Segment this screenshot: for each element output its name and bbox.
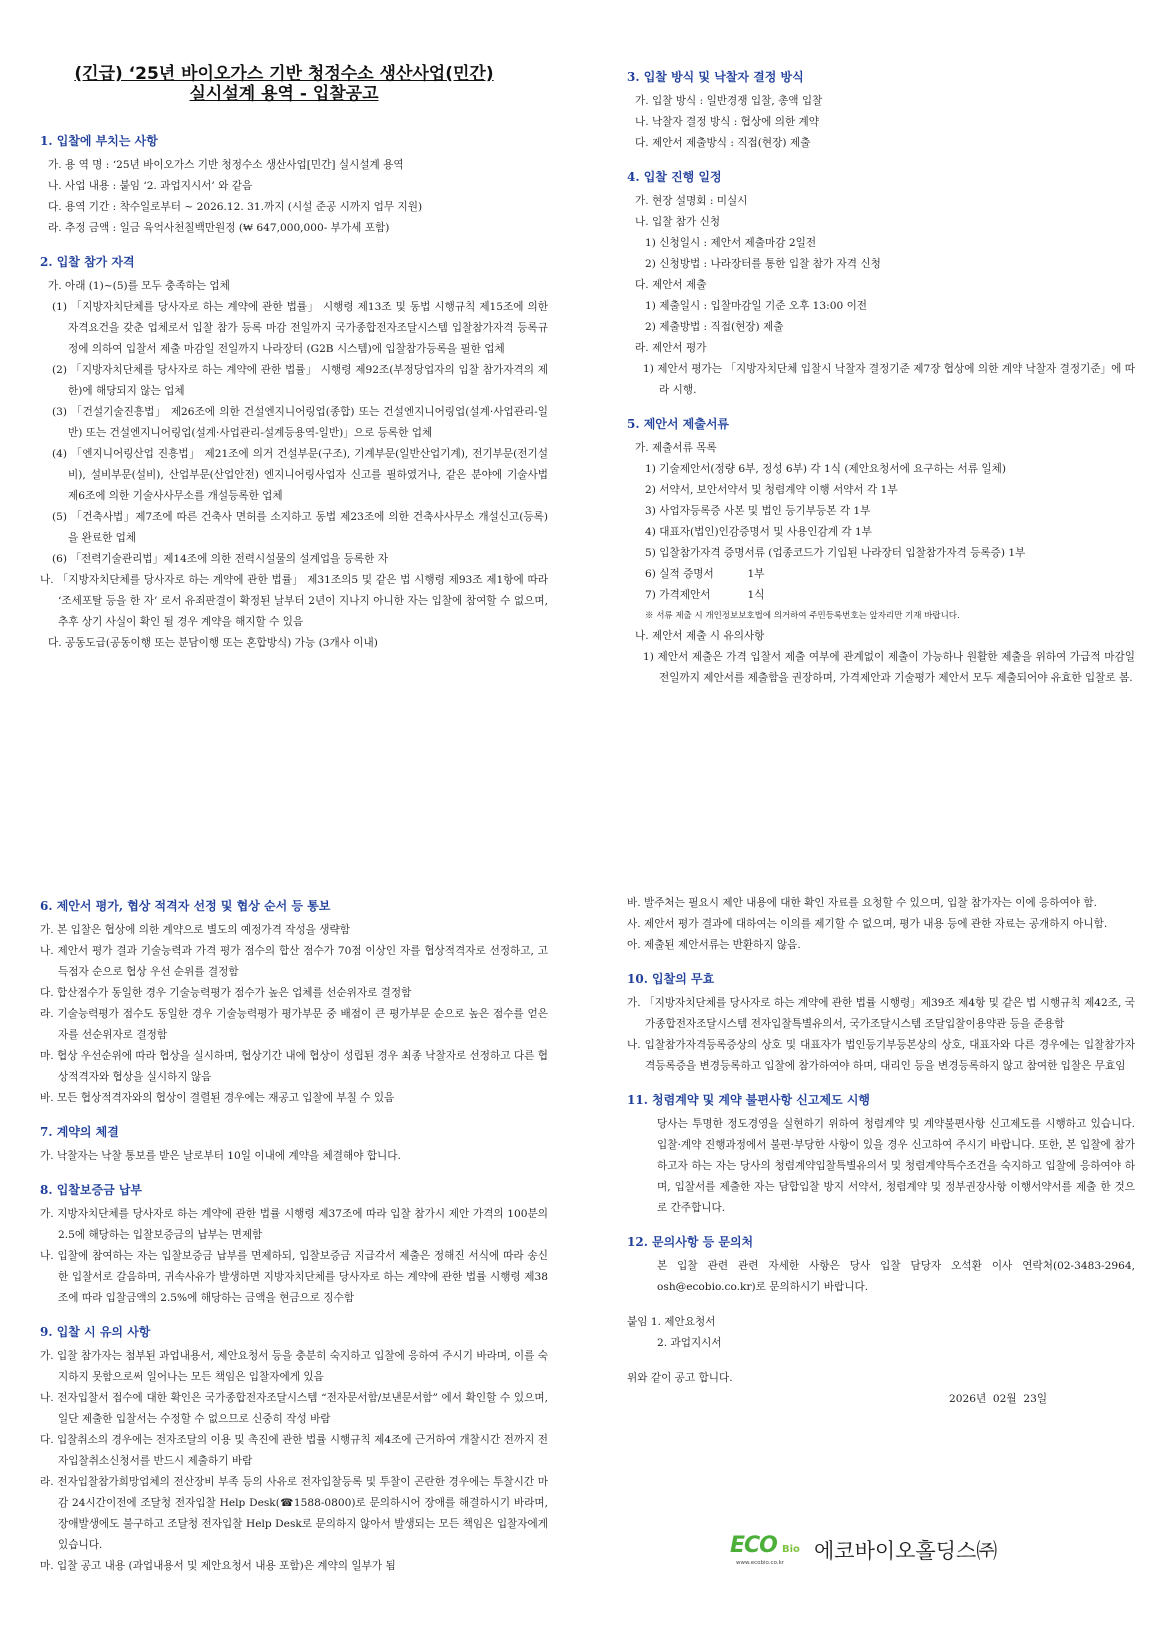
section-3-heading: 3. 입찰 방식 및 낙찰자 결정 방식 bbox=[627, 70, 804, 84]
s9-item: 아. 제출된 제안서류는 반환하지 않음. bbox=[627, 939, 801, 951]
s1-item: 라. 추정 금액 : 일금 육억사천칠백만원정 (₩ 647,000,000- 부가세 포함) bbox=[48, 222, 390, 234]
top-right-column bbox=[627, 68, 1135, 689]
company-name: 에코바이오홀딩스㈜ bbox=[814, 1539, 998, 1563]
s9-item: 가. 입찰 참가자는 첨부된 과업내용서, 제안요청서 등을 충분히 숙지하고 입찰에 응하여 주시기 바라며, 이를 숙지하지 못함으로써 일어나는 모든 책임은 입찰자에게 있음 bbox=[40, 1350, 548, 1383]
s5-item: 5) 입찰참가자격 증명서류 (업종코드가 기입된 나라장터 입찰참가자격 등록증) 1부 bbox=[645, 547, 1026, 559]
logo-mark-sub: Bio bbox=[781, 1544, 800, 1555]
section-4-heading: 4. 입찰 진행 일정 bbox=[627, 170, 722, 184]
section-12-heading: 12. 문의사항 등 문의처 bbox=[627, 1235, 754, 1249]
section-7-heading: 7. 계약의 체결 bbox=[40, 1125, 119, 1139]
s4-ra: 라. 제안서 평가 bbox=[635, 342, 707, 354]
s11-body: 당사는 투명한 정도경영을 실현하기 위하여 청렴계약 및 계약불편사항 신고제도를 시행하고 있습니다. 입찰·계약 진행과정에서 불편·부당한 사항이 있을 경우 신고하여 주시기 바랍니다. 또한, 본 입찰에 참가하고자 하는 자는 당사의 청렴계약입찰특별유의서 및 청렴계약특수조건을 숙지하고 입찰에 응하여야 하며, 입찰서를 제출한 자는 담합입찰 방지 서약서, 청렴계약 및 정부권장사항 이행서약서를 제출 한 것으로 간주합니다. bbox=[657, 1118, 1135, 1214]
bottom-left-column bbox=[40, 897, 548, 1577]
s6-item: 나. 제안서 평가 결과 기술능력과 가격 평가 점수의 합산 점수가 70점 이상인 자를 협상적격자로 선정하고, 고득점자 순으로 협상 우선 순위를 결정함 bbox=[40, 945, 548, 978]
s2-item: (6) 「전력기술관리법」제14조에 의한 전력시설물의 설계업을 등록한 자 bbox=[52, 553, 388, 565]
s8-item: 가. 지방자치단체를 당사자로 하는 계약에 관한 법률 시행령 제37조에 따라 입찰 참가시 제안 가격의 100분의 2.5에 해당하는 입찰보증금의 납부는 면제함 bbox=[40, 1208, 548, 1241]
top-left-column bbox=[40, 132, 548, 654]
s3-item: 나. 낙찰자 결정 방식 : 협상에 의한 계약 bbox=[635, 116, 820, 128]
s6-item: 가. 본 입찰은 협상에 의한 계약으로 별도의 예정가격 작성을 생략함 bbox=[40, 924, 350, 936]
s2-item: (4) 「엔지니어링산업 진흥법」 제21조에 의거 건설부문(구조), 기계부문(일반산업기계), 전기부문(전기설비), 설비부문(설비), 산업부문(산업안전) 엔지니어링사업자 신고를 필하였거나, 같은 분야에 기술사법 제6조에 의한 기술사사무소를 개설등록한 업체 bbox=[52, 448, 548, 502]
logo-mark-text: ECO bbox=[730, 1533, 777, 1558]
s4-ra-1: 1) 제안서 평가는 「지방자치단체 입찰시 낙찰자 결정기준 제7장 협상에 의한 계약 낙찰자 결정기준」에 따라 시행. bbox=[643, 363, 1135, 396]
s1-item: 가. 용 역 명 : ‘25년 바이오가스 기반 청정수소 생산사업[민간] 실시설계 용역 bbox=[48, 159, 404, 171]
s5-item: 7) 가격제안서 1식 bbox=[645, 589, 765, 601]
issue-date: 2026년 02월 23일 bbox=[949, 1393, 1048, 1405]
s9-item: 나. 전자입찰서 접수에 대한 확인은 국가종합전자조달시스템 “전자문서함/보낸문서함” 에서 확인할 수 있으며, 일단 제출한 입찰서는 수정할 수 없으므로 신중히 작성 바람 bbox=[40, 1392, 548, 1425]
s9-item: 라. 전자입찰참가희망업체의 전산장비 부족 등의 사유로 전자입찰등록 및 투찰이 곤란한 경우에는 투찰시간 마감 24시간이전에 조달청 전자입찰 Help Desk(☎1588-0800)로 문의하시어 장애를 해결하시기 바라며, 장애발생에도 불구하고 조달청 전자입찰 Help Desk로 문의하지 않아서 발생되는 모든 책임은 입찰자에게 있습니다. bbox=[40, 1476, 548, 1551]
s5-ga: 가. 제출서류 목록 bbox=[635, 442, 717, 454]
s4-da: 다. 제안서 제출 bbox=[635, 279, 707, 291]
s10-item: 가. 「지방자치단체를 당사자로 하는 계약에 관한 법률 시행령」제39조 제4항 및 같은 법 시행규칙 제42조, 국가종합전자조달시스템 전자입찰특별유의서, 국가조달시스템 조달입찰이용약관 등을 준용함 bbox=[627, 997, 1135, 1030]
s2-na: 나. 「지방자치단체를 당사자로 하는 계약에 관한 법률」 제31조의5 및 같은 법 시행령 제93조 제1항에 따라 ‘조세포탈 등을 한 자’ 로서 유죄판결이 확정된 날부터 2년이 지나지 아니한 자는 입찰에 참여할 수 없으며, 추후 상기 사실이 확인 될 경우 계약을 해지할 수 있음 bbox=[40, 574, 548, 628]
section-9-heading: 9. 입찰 시 유의 사항 bbox=[40, 1325, 151, 1339]
title-line-2: 실시설계 용역 - 입찰공고 bbox=[189, 84, 379, 104]
s5-item: 3) 사업자등록증 사본 및 법인 등기부등본 각 1부 bbox=[645, 505, 871, 517]
title-line-1: (긴급) ‘25년 바이오가스 기반 청정수소 생산사업(민간) bbox=[74, 64, 494, 84]
s2-item: (1) 「지방자치단체를 당사자로 하는 계약에 관한 법률」 시행령 제13조 및 동법 시행규칙 제15조에 의한 자격요건을 갖춘 업체로서 입찰 참가 등록 마감 전일까지 국가종합전자조달시스템 입찰참가자격 등록규정에 의하여 입찰서 제출 마감일 전일까지 나라장터 (G2B 시스템)에 입찰참가등록을 필한 업체 bbox=[52, 301, 548, 355]
s3-item: 가. 입찰 방식 : 일반경쟁 입찰, 총액 입찰 bbox=[635, 95, 823, 107]
s9-item: 바. 발주처는 필요시 제안 내용에 대한 확인 자료를 요청할 수 있으며, 입찰 참가자는 이에 응하여야 함. bbox=[627, 897, 1097, 909]
s9-item: 사. 제안서 평가 결과에 대하여는 이의를 제기할 수 없으며, 평가 내용 등에 관한 자료는 공개하지 아니함. bbox=[627, 918, 1108, 930]
section-5-heading: 5. 제안서 제출서류 bbox=[627, 417, 730, 431]
s2-item: (5) 「건축사법」제7조에 따른 건축사 면허를 소지하고 동법 제23조에 의한 건축사사무소 개설신고(등록)을 완료한 업체 bbox=[52, 511, 548, 544]
s4-ga: 가. 현장 설명회 : 미실시 bbox=[635, 195, 748, 207]
s12-body: 본 입찰 관련 관련 자세한 사항은 당사 입찰 담당자 오석환 이사 연락처(02-3483-2964, osh@ecobio.co.kr)로 문의하시기 바랍니다. bbox=[657, 1260, 1135, 1293]
attachment-line-1: 붙임 1. 제안요청서 bbox=[627, 1316, 716, 1328]
section-8-heading: 8. 입찰보증금 납부 bbox=[40, 1183, 143, 1197]
s9-item: 마. 입찰 공고 내용 (과업내용서 및 제안요청서 내용 포함)은 계약의 일부가 됨 bbox=[40, 1560, 396, 1572]
s6-item: 다. 합산점수가 동일한 경우 기술능력평가 점수가 높은 업체를 선순위자로 결정함 bbox=[40, 987, 412, 999]
section-10-heading: 10. 입찰의 무효 bbox=[627, 972, 715, 986]
document-title bbox=[30, 64, 538, 104]
company-logo bbox=[730, 1533, 997, 1567]
s5-item: 1) 기술제안서(정량 6부, 정성 6부) 각 1식 (제안요청서에 요구하는 서류 일체) bbox=[645, 463, 1006, 475]
s4-da-2: 2) 제출방법 : 직접(현장) 제출 bbox=[645, 321, 784, 333]
s5-na: 나. 제안서 제출 시 유의사항 bbox=[635, 630, 765, 642]
s2-item: (3) 「건설기술진흥법」 제26조에 의한 건설엔지니어링업(종합) 또는 건설엔지니어링업(설계·사업관리-일반) 또는 건설엔지니어링업(설계·사업관리-설계등용역-일반)」으로 등록한 업체 bbox=[52, 406, 548, 439]
s8-item: 나. 입찰에 참여하는 자는 입찰보증금 납부를 면제하되, 입찰보증금 지급각서 제출은 정해진 서식에 따라 송신한 입찰서로 갈음하며, 귀속사유가 발생하면 지방자치단체를 당사자로 하는 계약에 관한 법률 시행령 제38조에 따라 입찰금액의 2.5%에 해당하는 금액을 현금으로 징수함 bbox=[40, 1250, 548, 1304]
s6-item: 바. 모든 협상적격자와의 협상이 결렬된 경우에는 재공고 입찰에 부칠 수 있음 bbox=[40, 1092, 395, 1104]
s5-item: 6) 실적 증명서 1부 bbox=[645, 568, 765, 580]
section-1-heading: 1. 입찰에 부치는 사항 bbox=[40, 134, 158, 148]
section-6-heading: 6. 제안서 평가, 협상 적격자 선정 및 협상 순서 등 통보 bbox=[40, 899, 331, 913]
s2-da: 다. 공동도급(공동이행 또는 분담이행 또는 혼합방식) 가능 (3개사 이내) bbox=[48, 637, 378, 649]
s4-na-1: 1) 신청일시 : 제안서 제출마감 2일전 bbox=[645, 237, 817, 249]
s5-item: 4) 대표자(법인)인감증명서 및 사용인감계 각 1부 bbox=[645, 526, 872, 538]
bottom-right-column bbox=[627, 893, 1135, 1410]
s4-na: 나. 입찰 참가 신청 bbox=[635, 216, 721, 228]
section-2-heading: 2. 입찰 참가 자격 bbox=[40, 255, 135, 269]
s1-item: 나. 사업 내용 : 붙임 ‘2. 과업지시서’ 와 같음 bbox=[48, 180, 253, 192]
s9-item: 다. 입찰취소의 경우에는 전자조달의 이용 및 촉진에 관한 법률 시행규칙 제4조에 근거하여 개찰시간 전까지 전자입찰취소신청서를 반드시 제출하기 바람 bbox=[40, 1434, 548, 1467]
s10-item: 나. 입찰참가자격등록증상의 상호 및 대표자가 법인등기부등본상의 상호, 대표자와 다른 경우에는 입찰참가자격등록증을 변경등록하고 입찰에 참가하여야 하며, 대리인 등을 변경등록하지 않고 참여한 입찰은 무효임 bbox=[627, 1039, 1135, 1072]
closing-text: 위와 같이 공고 합니다. bbox=[627, 1372, 733, 1384]
attachment-line-2: 2. 과업지시서 bbox=[657, 1337, 722, 1349]
ecobio-logo-icon bbox=[730, 1533, 806, 1567]
s4-da-1: 1) 제출일시 : 입찰마감일 기준 오후 13:00 이전 bbox=[645, 300, 868, 312]
s6-item: 마. 협상 우선순위에 따라 협상을 실시하며, 협상기간 내에 협상이 성립된 경우 최종 낙찰자로 선정하고 다른 협상적격자와 협상을 실시하지 않음 bbox=[40, 1050, 548, 1083]
s7-item: 가. 낙찰자는 낙찰 통보를 받은 날로부터 10일 이내에 계약을 체결해야 합니다. bbox=[40, 1150, 401, 1162]
s2-ga: 가. 아래 (1)~(5)를 모두 충족하는 업체 bbox=[48, 280, 230, 292]
logo-url: www.ecobio.co.kr bbox=[736, 1560, 785, 1566]
section-11-heading: 11. 청렴계약 및 계약 불편사항 신고제도 시행 bbox=[627, 1093, 871, 1107]
s1-item: 다. 용역 기간 : 착수일로부터 ~ 2026.12. 31.까지 (시설 준공 시까지 업무 지원) bbox=[48, 201, 423, 213]
s6-item: 라. 기술능력평가 점수도 동일한 경우 기술능력평가 평가부문 중 배점이 큰 평가부문 순으로 높은 점수를 얻은 자를 선순위자로 결정함 bbox=[40, 1008, 548, 1041]
s5-na-1: 1) 제안서 제출은 가격 입찰서 제출 여부에 관계없이 제출이 가능하나 원활한 제출을 위하여 가급적 마감일 전일까지 제안서를 제출함을 권장하며, 가격제안과 기술평가 제안서 모두 제출되어야 유효한 입찰로 봄. bbox=[643, 651, 1135, 684]
s5-note: ※ 서류 제출 시 개인정보보호법에 의거하여 주민등록번호는 앞자리만 기재 바랍니다. bbox=[645, 611, 960, 621]
s4-na-2: 2) 신청방법 : 나라장터를 통한 입찰 참가 자격 신청 bbox=[645, 258, 881, 270]
s5-item: 2) 서약서, 보안서약서 및 청렴계약 이행 서약서 각 1부 bbox=[645, 484, 898, 496]
s3-item: 다. 제안서 제출방식 : 직접(현장) 제출 bbox=[635, 137, 811, 149]
s2-item: (2) 「지방자치단체를 당사자로 하는 계약에 관한 법률」 시행령 제92조(부정당업자의 입찰 참가자격의 제한)에 해당되지 않는 업체 bbox=[52, 364, 548, 397]
